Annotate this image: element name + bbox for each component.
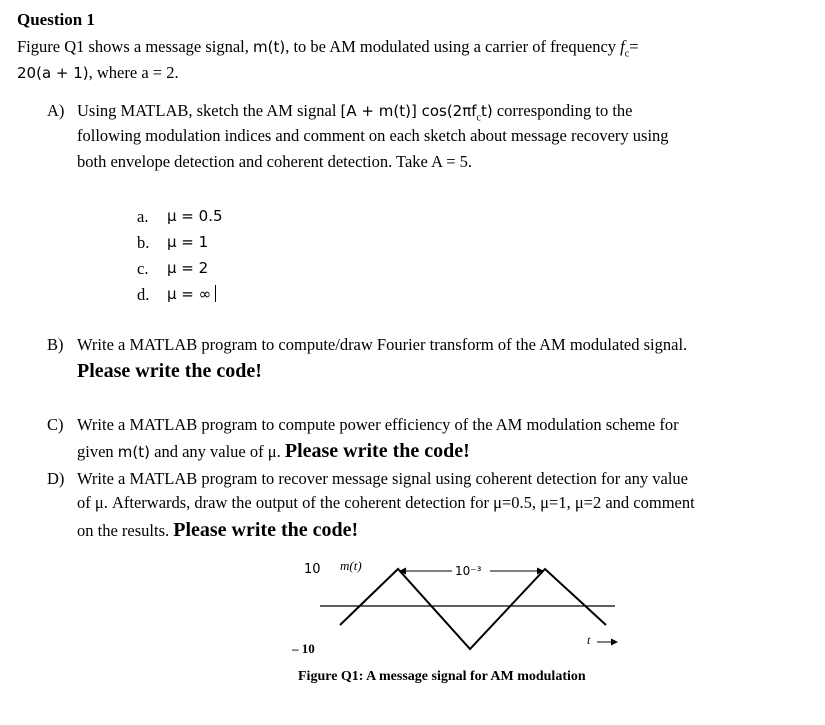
- part-a-text: Using MATLAB, sketch the AM signal: [77, 101, 341, 120]
- intro-text: , where: [88, 63, 142, 82]
- part-a-line-3: both envelope detection and coherent detection. Take A = 5.: [77, 152, 473, 171]
- intro-text: , to be AM modulated using a carrier of frequency: [285, 37, 621, 56]
- index-item-value: μ = 0.5: [167, 207, 223, 225]
- part-d-line-1: Write a MATLAB program to recover message signal using coherent detection for any value: [77, 469, 689, 488]
- intro-text: Figure Q1 shows a message signal,: [17, 37, 254, 56]
- index-item-value: μ = 1: [167, 233, 209, 251]
- part-c-line-1: Write a MATLAB program to compute power efficiency of the AM modulation scheme for: [77, 415, 679, 434]
- signal-label: m(t): [340, 558, 362, 573]
- a-value: a = 2.: [141, 63, 179, 82]
- y-min-label: – 10: [292, 641, 315, 656]
- message-signal-symbol: m(t): [253, 38, 286, 56]
- part-c-text: given: [77, 442, 118, 461]
- message-signal-symbol: m(t): [117, 443, 150, 461]
- part-a-text: corresponding to the: [492, 101, 633, 120]
- intro-equals: =: [629, 37, 639, 56]
- question-title: Question 1: [17, 10, 95, 29]
- part-d-emphasis: Please write the code!: [173, 519, 359, 541]
- carrier-subscript: c: [624, 48, 630, 60]
- part-c-emphasis: Please write the code!: [284, 440, 470, 462]
- part-a-label: A): [47, 101, 65, 120]
- part-c-label: C): [47, 415, 64, 434]
- index-item-label: c.: [137, 259, 149, 278]
- index-item-label: b.: [137, 233, 150, 252]
- part-d-label: D): [47, 469, 65, 488]
- index-item-label: d.: [137, 285, 150, 304]
- am-signal-expression: [A + m(t)] cos(2πf: [340, 102, 477, 120]
- index-item-value: μ = ∞: [167, 285, 212, 303]
- part-c-text: and any value of μ.: [150, 442, 285, 461]
- time-label: t: [587, 633, 591, 647]
- figure-caption: Figure Q1: A message signal for AM modulation: [298, 669, 586, 684]
- part-d-line-2: of μ. Afterwards, draw the output of the coherent detection for μ=0.5, μ=1, μ=2 and comment: [77, 493, 695, 512]
- am-signal-expression-end: t): [480, 102, 493, 120]
- part-d-text: on the results.: [77, 521, 174, 540]
- index-item-label: a.: [137, 207, 149, 226]
- carrier-frequency-symbol: f: [620, 37, 625, 56]
- y-max-label: 10: [304, 562, 321, 577]
- part-b-line-1: Write a MATLAB program to compute/draw Fourier transform of the AM modulated signal.: [77, 335, 688, 354]
- part-a-line-2: following modulation indices and comment on each sketch about message recovery using: [77, 126, 669, 145]
- triangle-wave: [340, 569, 606, 649]
- index-item-value: μ = 2: [167, 259, 209, 277]
- period-label: 10⁻³: [455, 564, 482, 578]
- part-b-emphasis: Please write the code!: [77, 360, 262, 382]
- part-b-label: B): [47, 335, 64, 354]
- carrier-subscript: c: [476, 112, 481, 124]
- frequency-expression: 20(a + 1): [17, 64, 89, 82]
